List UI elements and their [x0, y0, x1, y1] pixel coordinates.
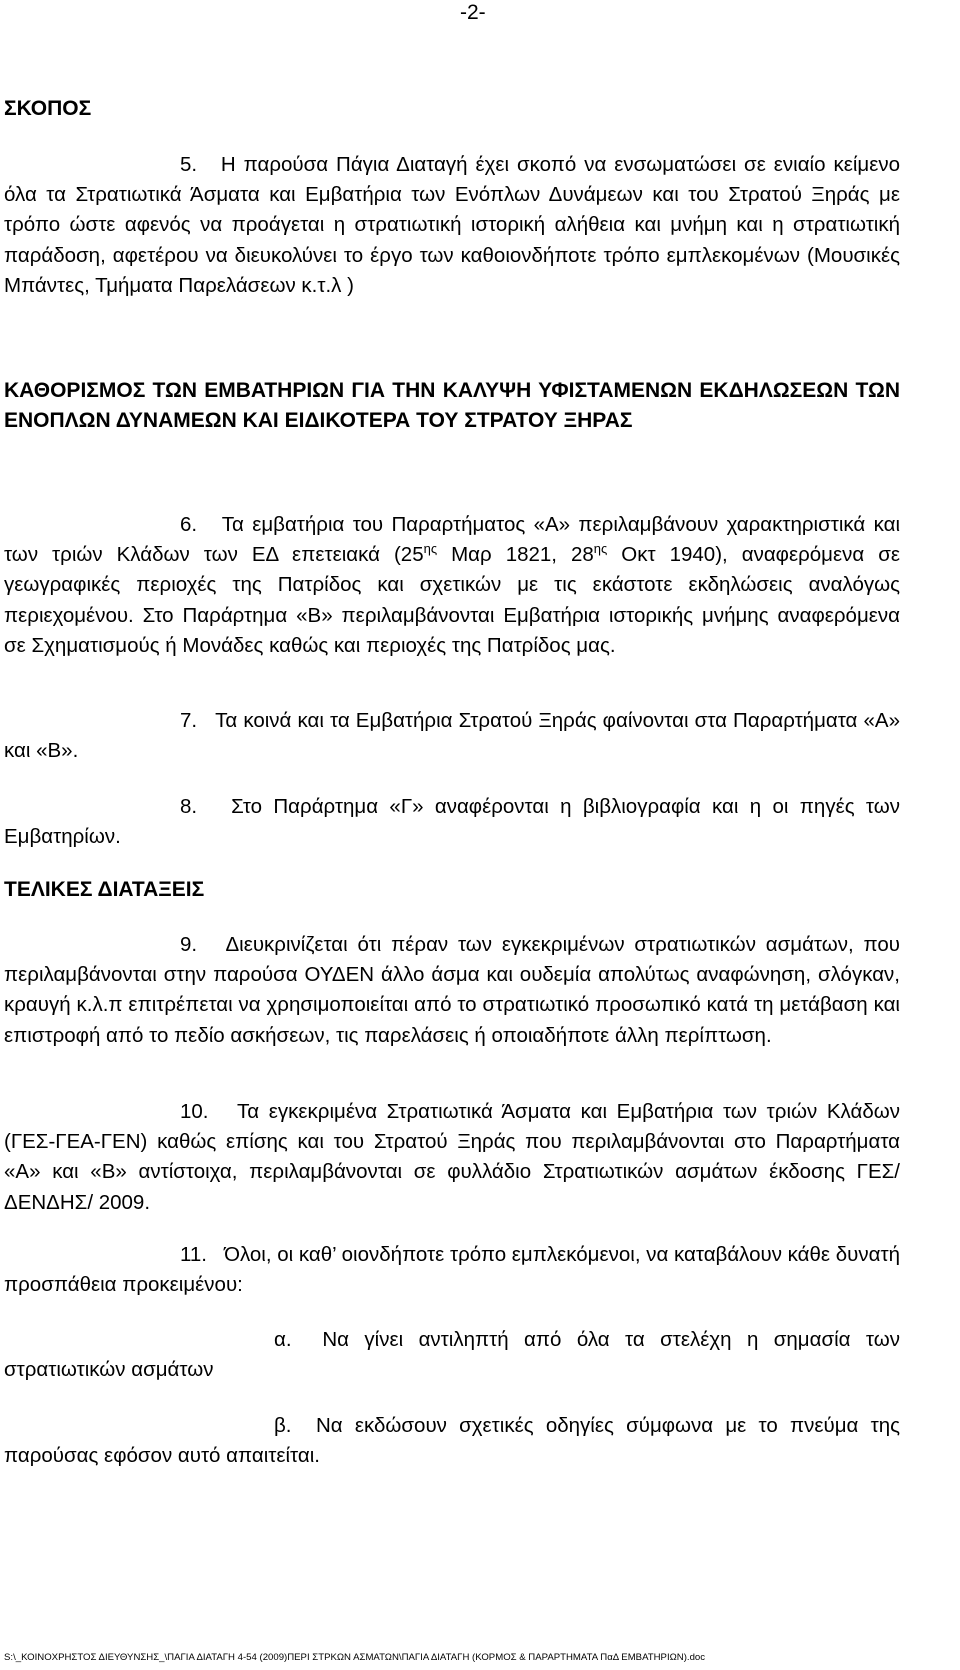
subparagraph-letter: β.: [274, 1414, 292, 1437]
page-number: -2-: [460, 1, 486, 24]
paragraph-text-a: Τα εμβατήρια του Παραρτήματος «Α» περιλαμβάνουν χαρακτηριστικά και των τριών Κλάδων των ΕΔ επετειακά (25: [4, 513, 901, 567]
paragraph-10: [4, 1097, 900, 1218]
subparagraph-a: [4, 1325, 900, 1385]
paragraph-text: Στο Παράρτημα «Γ» αναφέρονται η βιβλιογραφία και η οι πηγές των Εμβατηρίων.: [4, 795, 900, 849]
paragraph-11: [4, 1240, 900, 1300]
purpose-heading: ΣΚΟΠΟΣ: [4, 97, 92, 120]
paragraph-text: Η παρούσα Πάγια Διαταγή έχει σκοπό να ενσωματώσει σε ενιαίο κείμενο όλα τα Στρατιωτικά Άσματα και Εμβατήρια των Ενόπλων Δυνάμεων και του Στρατού Ξηράς με τρόπο ώστε αφενός να προάγεται η στρατιωτική ιστορική αλήθεια και μνήμη και η στρατιωτική παράδοση, αφετέρου να διευκολύνει το έργο των καθοιονδήποτε τρόπο εμπλεκομένων (Μουσικές Μπάντες, Τμήματα Παρελάσεων κ.τ.λ ): [4, 153, 900, 297]
paragraph-number: 7.: [180, 709, 198, 732]
paragraph-8: [4, 792, 900, 852]
paragraph-number: 5.: [180, 153, 198, 176]
paragraph-text: Διευκρινίζεται ότι πέραν των εγκεκριμένων στρατιωτικών ασμάτων, που περιλαμβάνονται στην παρούσα ΟΥΔΕΝ άλλο άσμα και ουδεμία απολύτως αναφώνηση, σλόγκαν, κραυγή κ.λ.π επιτρέπεται να χρησιμοποιείται από το στρατιωτικό προσωπικό κατά τη μετάβαση και επιστροφή από το πεδίο ασκήσεων, τις παρελάσεις ή οποιαδήποτε άλλη περίπτωση.: [4, 933, 900, 1047]
paragraph-text: Να γίνει αντιληπτή από όλα τα στελέχη η σημασία των στρατιωτικών ασμάτων: [4, 1328, 900, 1382]
paragraph-number: 6.: [180, 513, 198, 536]
final-provisions-heading: ΤΕΛΙΚΕΣ ΔΙΑΤΑΞΕΙΣ: [4, 878, 205, 901]
paragraph-number: 9.: [180, 933, 198, 956]
superscript-ordinal: ης: [593, 541, 608, 557]
paragraph-text: Τα κοινά και τα Εμβατήρια Στρατού Ξηράς φαίνονται στα Παραρτήματα «Α» και «Β».: [4, 709, 900, 763]
paragraph-text-c: Οκτ 1940), αναφερόμενα σε γεωγραφικές περιοχές της Πατρίδος και σχετικών με τις εκάστοτε εκδηλώσεις αναλόγως περιεχομένου. Στο Παράρτημα «Β» περιλαμβάνονται Εμβατήρια ιστορικής μνήμης αναφερόμενα σε Σχηματισμούς ή Μονάδες καθώς και περιοχές της Πατρίδος μας.: [4, 543, 901, 657]
paragraph-text-b: Μαρ 1821, 28: [437, 543, 594, 567]
definition-heading: ΚΑΘΟΡΙΣΜΟΣ ΤΩΝ ΕΜΒΑΤΗΡΙΩΝ ΓΙΑ ΤΗΝ ΚΑΛΥΨΗ ΥΦΙΣΤΑΜΕΝΩΝ ΕΚΔΗΛΩΣΕΩΝ ΤΩΝ ΕΝΟΠΛΩΝ ΔΥΝΑΜΕΩΝ ΚΑΙ ΕΙΔΙΚΟΤΕΡΑ ΤΟΥ ΣΤΡΑΤΟΥ ΞΗΡΑΣ: [4, 379, 900, 432]
paragraph-text: Τα εγκεκριμένα Στρατιωτικά Άσματα και Εμβατήρια των τριών Κλάδων (ΓΕΣ-ΓΕΑ-ΓΕΝ) καθώς επίσης και του Στρατού Ξηράς που περιλαμβάνονται στο Παραρτήματα «Α» και «Β» αντίστοιχα, περιλαμβάνονται σε φυλλάδιο Στρατιωτικών ασμάτων έκδοσης ΓΕΣ/ΔΕΝΔΗΣ/ 2009.: [4, 1100, 901, 1214]
paragraph-5: [4, 150, 900, 301]
superscript-ordinal: ης: [423, 541, 438, 557]
paragraph-number: 11.: [180, 1243, 207, 1266]
paragraph-7: [4, 706, 900, 766]
subparagraph-b: [4, 1411, 900, 1471]
paragraph-number: 8.: [180, 795, 198, 818]
subparagraph-letter: α.: [274, 1328, 292, 1351]
paragraph-text: Όλοι, οι καθ’ οιονδήποτε τρόπο εμπλεκόμενοι, να καταβάλουν κάθε δυνατή προσπάθεια προκειμένου:: [4, 1243, 900, 1297]
paragraph-text: Να εκδώσουν σχετικές οδηγίες σύμφωνα με το πνεύμα της παρούσας εφόσον αυτό απαιτείται.: [4, 1414, 900, 1468]
paragraph-number: 10.: [180, 1100, 209, 1123]
paragraph-6: [4, 510, 900, 661]
file-path-footer: S:\_ΚΟΙΝΟΧΡΗΣΤΟΣ ΔΙΕΥΘΥΝΣΗΣ_\ΠΑΓΙΑ ΔΙΑΤΑΓΗ 4-54 (2009)ΠΕΡΙ ΣΤΡΚΩΝ ΑΣΜΑΤΩΝ\ΠΑΓΙΑ ΔΙΑΤΑΓΗ (ΚΟΡΜΟΣ & ΠΑΡΑΡΤΗΜΑΤΑ ΠαΔ ΕΜΒΑΤΗΡΙΩΝ).doc: [4, 1652, 706, 1663]
paragraph-9: [4, 930, 900, 1051]
